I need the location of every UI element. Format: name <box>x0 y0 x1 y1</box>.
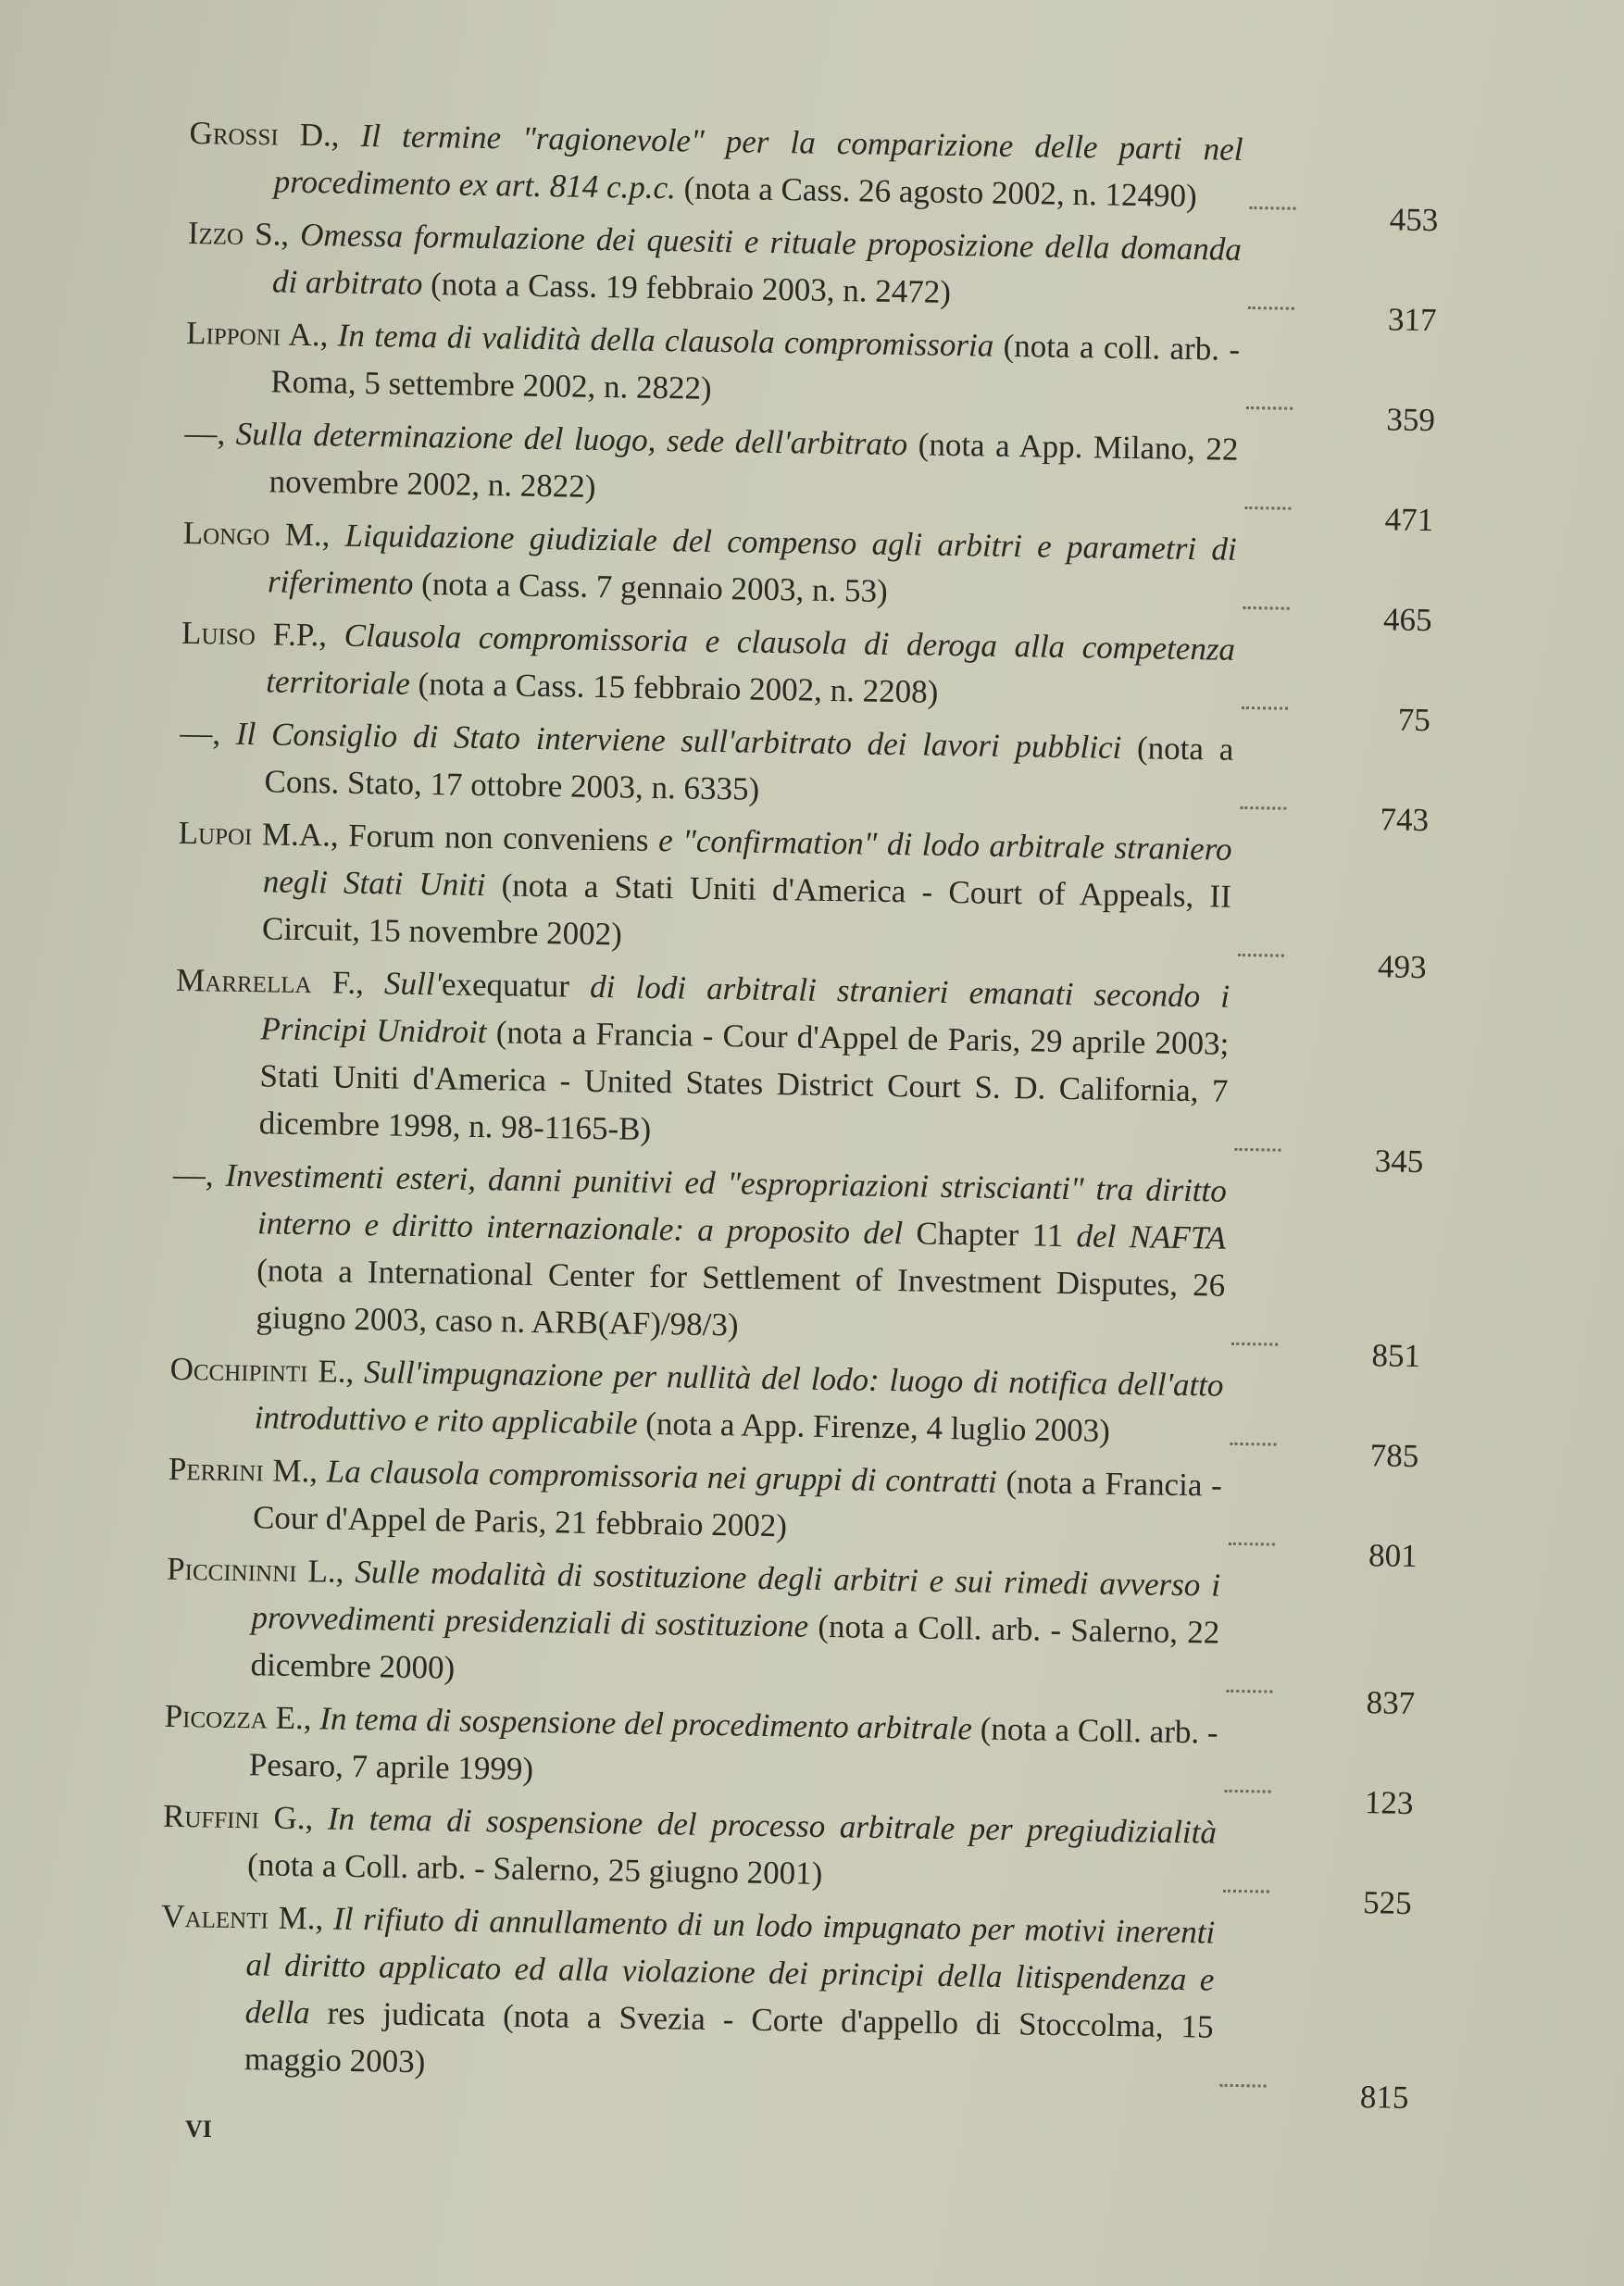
entry-title-italic: Il termine "ragionevole" per la comparizione delle parti nel procedimento ex art. 814 c.p.c. <box>273 117 1243 206</box>
entry-title-italic: Sull' <box>383 965 443 1003</box>
entry-text <box>159 1893 1216 2098</box>
entry-page-number: 785 <box>1369 1437 1419 1475</box>
entry-text-roman: (nota a Cass. 26 agosto 2002, n. 12490) <box>675 169 1197 215</box>
entry-text-roman: (nota a International Center for Settlement of Investment Disputes, 26 giugno 2003, caso n. ARB(AF)/98/3) <box>256 1252 1226 1343</box>
dot-leader <box>1226 1690 1272 1693</box>
entry-text-roman: (nota a coll. arb. - Roma, 5 settembre 2002, n. 2822) <box>270 327 1241 406</box>
entry-text <box>185 309 1240 420</box>
entry-author: Piccininni L., <box>166 1550 344 1590</box>
dot-leader <box>1230 1443 1276 1446</box>
entry-title-italic: Liquidazione giudiziale del compenso agli arbitri e parametri di riferimento <box>267 517 1237 602</box>
entry-author: Lipponi A., <box>185 314 329 354</box>
entry-page-number: 525 <box>1362 1884 1413 1921</box>
entry-text <box>179 709 1233 820</box>
entry-author: Marrella F., <box>175 961 365 1002</box>
dot-leader <box>1231 1343 1278 1346</box>
entry-title-italic: In tema di sospensione del procedimento arbitrale <box>319 1700 973 1747</box>
entry-text <box>183 409 1238 520</box>
entry-author: —, <box>180 714 221 752</box>
dot-leader <box>1223 1890 1269 1893</box>
entry-page-number: 453 <box>1389 201 1439 239</box>
entry-author: Lupoi M.A., <box>178 814 339 854</box>
entry-author: Izzo S., <box>187 214 290 253</box>
dot-leader <box>1242 706 1288 710</box>
entry-title-italic: Sull'impugnazione per nullità del lodo: luogo di notifica dell'atto introduttivo e rito applicabile <box>254 1354 1224 1442</box>
dot-leader <box>1220 2084 1267 2088</box>
dot-leader <box>1244 506 1291 510</box>
entry-page-number: 837 <box>1366 1684 1416 1721</box>
entry-text-roman: (nota a Cass. 15 febbraio 2002, n. 2208) <box>409 665 939 710</box>
entry-text-roman: exequatur <box>441 966 570 1005</box>
dot-leader <box>1225 1790 1271 1793</box>
entry-title-italic: Sulla determinazione del luogo, sede dell'arbitrato <box>235 415 908 463</box>
entry-page-number: 815 <box>1359 2079 1409 2116</box>
entry-title-italic: La clausola compromissoria nei gruppi di contratti <box>326 1453 998 1500</box>
entry-text-roman: (nota a Coll. arb. - Salerno, 22 dicembre 2000) <box>250 1607 1220 1686</box>
entry-author: Perrini M., <box>168 1450 319 1490</box>
entry-title-italic: del NAFTA <box>1076 1218 1227 1256</box>
entry-text <box>187 209 1242 320</box>
entry-text-roman: (nota a Cass. 19 febbraio 2003, n. 2472) <box>422 265 952 310</box>
entry-text <box>182 509 1237 620</box>
dot-leader <box>1249 206 1295 210</box>
entry-author: Picozza E., <box>164 1697 312 1737</box>
entry-page-number: 359 <box>1386 401 1436 439</box>
entry-title-italic: In tema di validità della clausola compromissoria <box>337 317 994 364</box>
entry-text <box>188 109 1243 220</box>
dot-leader <box>1240 806 1286 810</box>
entry-title-italic: Il Consiglio di Stato interviene sull'arbitrato dei lavori pubblici <box>235 715 1122 766</box>
entry-text-roman: (nota a App. Milano, 22 novembre 2002, n. 2822) <box>269 426 1239 505</box>
dot-leader <box>1246 406 1293 410</box>
dot-leader <box>1243 606 1290 610</box>
entry-title-italic: di lodi arbitrali stranieri emanati secondo i Principi Unidroit <box>260 968 1230 1051</box>
entry-text-roman: (nota a App. Firenze, 4 luglio 2003) <box>637 1405 1111 1449</box>
entry-text-roman: (nota a Svezia - Corte d'appello di Stoccolma, 15 maggio 2003) <box>244 1997 1214 2080</box>
entry-author: Grossi D., <box>189 114 340 154</box>
entry-author: Valenti M., <box>161 1897 324 1937</box>
entry-page-number: 471 <box>1384 501 1434 539</box>
entry-author: Occhipinti E., <box>169 1350 355 1390</box>
entry-author: Ruffini G., <box>162 1797 314 1837</box>
entry-title-italic: Clausola compromissoria e clausola di deroga alla competenza territoriale <box>265 617 1236 702</box>
entry-text <box>169 1345 1223 1456</box>
entry-page-number: 465 <box>1382 601 1432 639</box>
entry-text <box>170 1151 1227 1356</box>
entry-author: Luiso F.P., <box>181 614 328 654</box>
entry-text-roman: Forum non conveniens <box>347 817 649 858</box>
entry-text-roman: (nota a Cass. 7 gennaio 2003, n. 53) <box>413 565 888 609</box>
entry-title-italic: Investimenti esteri, danni punitivi ed "espropriazioni striscianti" tra diritto interno e diritto internazionale: a proposito del <box>225 1156 1228 1252</box>
entry-page-number: 801 <box>1368 1537 1418 1575</box>
entry-page-number: 317 <box>1387 301 1437 339</box>
index-of-authors <box>158 109 1448 2116</box>
entry-text-roman: res judicata <box>309 1994 486 2034</box>
entry-title-italic: Omessa formulazione dei quesiti e rituale proposizione della domanda di arbitrato <box>271 216 1243 302</box>
dot-leader <box>1229 1543 1275 1546</box>
entry-title-italic: In tema di sospensione del processo arbitrale per pregiudizialità <box>327 1800 1218 1851</box>
entry-author: —, <box>184 414 226 452</box>
entry-page-number: 75 <box>1397 701 1431 739</box>
entry-page-number: 123 <box>1364 1784 1414 1821</box>
entry-title-italic: e "confirmation" di lodo arbitrale straniero negli Stati Uniti <box>262 821 1232 904</box>
index-entry <box>181 609 1441 739</box>
dot-leader <box>1234 1148 1280 1152</box>
entry-page-number: 743 <box>1380 801 1430 839</box>
dot-leader <box>1248 306 1294 310</box>
entry-page-number: 345 <box>1374 1143 1424 1180</box>
index-entry <box>173 956 1435 1180</box>
entry-text <box>168 1445 1222 1556</box>
entry-text <box>173 956 1230 1162</box>
entry-text-roman: Chapter 11 <box>902 1215 1077 1255</box>
entry-author: —, <box>172 1155 214 1193</box>
entry-text-roman: (nota a Cons. Stato, 17 ottobre 2003, n. 6335) <box>264 729 1234 807</box>
entry-text-roman: (nota a Francia - Cour d'Appel de Paris, 29 aprile 2003; Stati Uniti d'America - United States District Court S. D. California, 7 dicembre 1998, n. 98-1165-B) <box>258 1014 1230 1147</box>
entry-text <box>165 1545 1220 1704</box>
entry-page-number: 493 <box>1377 948 1427 986</box>
entry-page-number: 851 <box>1371 1337 1421 1375</box>
entry-text-roman: (nota a Coll. arb. - Pesaro, 7 aprile 1999) <box>248 1710 1218 1788</box>
entry-text-roman: (nota a Francia - Cour d'Appel de Paris, 21 febbraio 2002) <box>252 1463 1223 1544</box>
entry-title-italic: Il rifiuto di annullamento di un lodo impugnato per motivi inerenti al diritto applicato ed alla violazione dei principi della litispendenza e della <box>244 1900 1216 2031</box>
entry-title-italic: Sulle modalità di sostituzione degli arbitri e sui rimedi avverso i provvedimenti presidenziali di sostituzione <box>251 1553 1221 1644</box>
entry-text-roman: (nota a Stati Uniti d'America - Court of Appeals, II Circuit, 15 novembre 2002) <box>261 867 1232 953</box>
page-number-folio: VI <box>185 2116 212 2142</box>
entry-text <box>177 809 1232 968</box>
entry-text-roman: (nota a Coll. arb. - Salerno, 25 giugno 2001) <box>246 1846 823 1892</box>
entry-text <box>162 1793 1217 1904</box>
entry-text <box>181 609 1235 720</box>
entry-text <box>164 1693 1218 1804</box>
entry-author: Longo M., <box>182 514 331 554</box>
index-entry <box>159 1893 1421 2116</box>
dot-leader <box>1238 954 1284 957</box>
